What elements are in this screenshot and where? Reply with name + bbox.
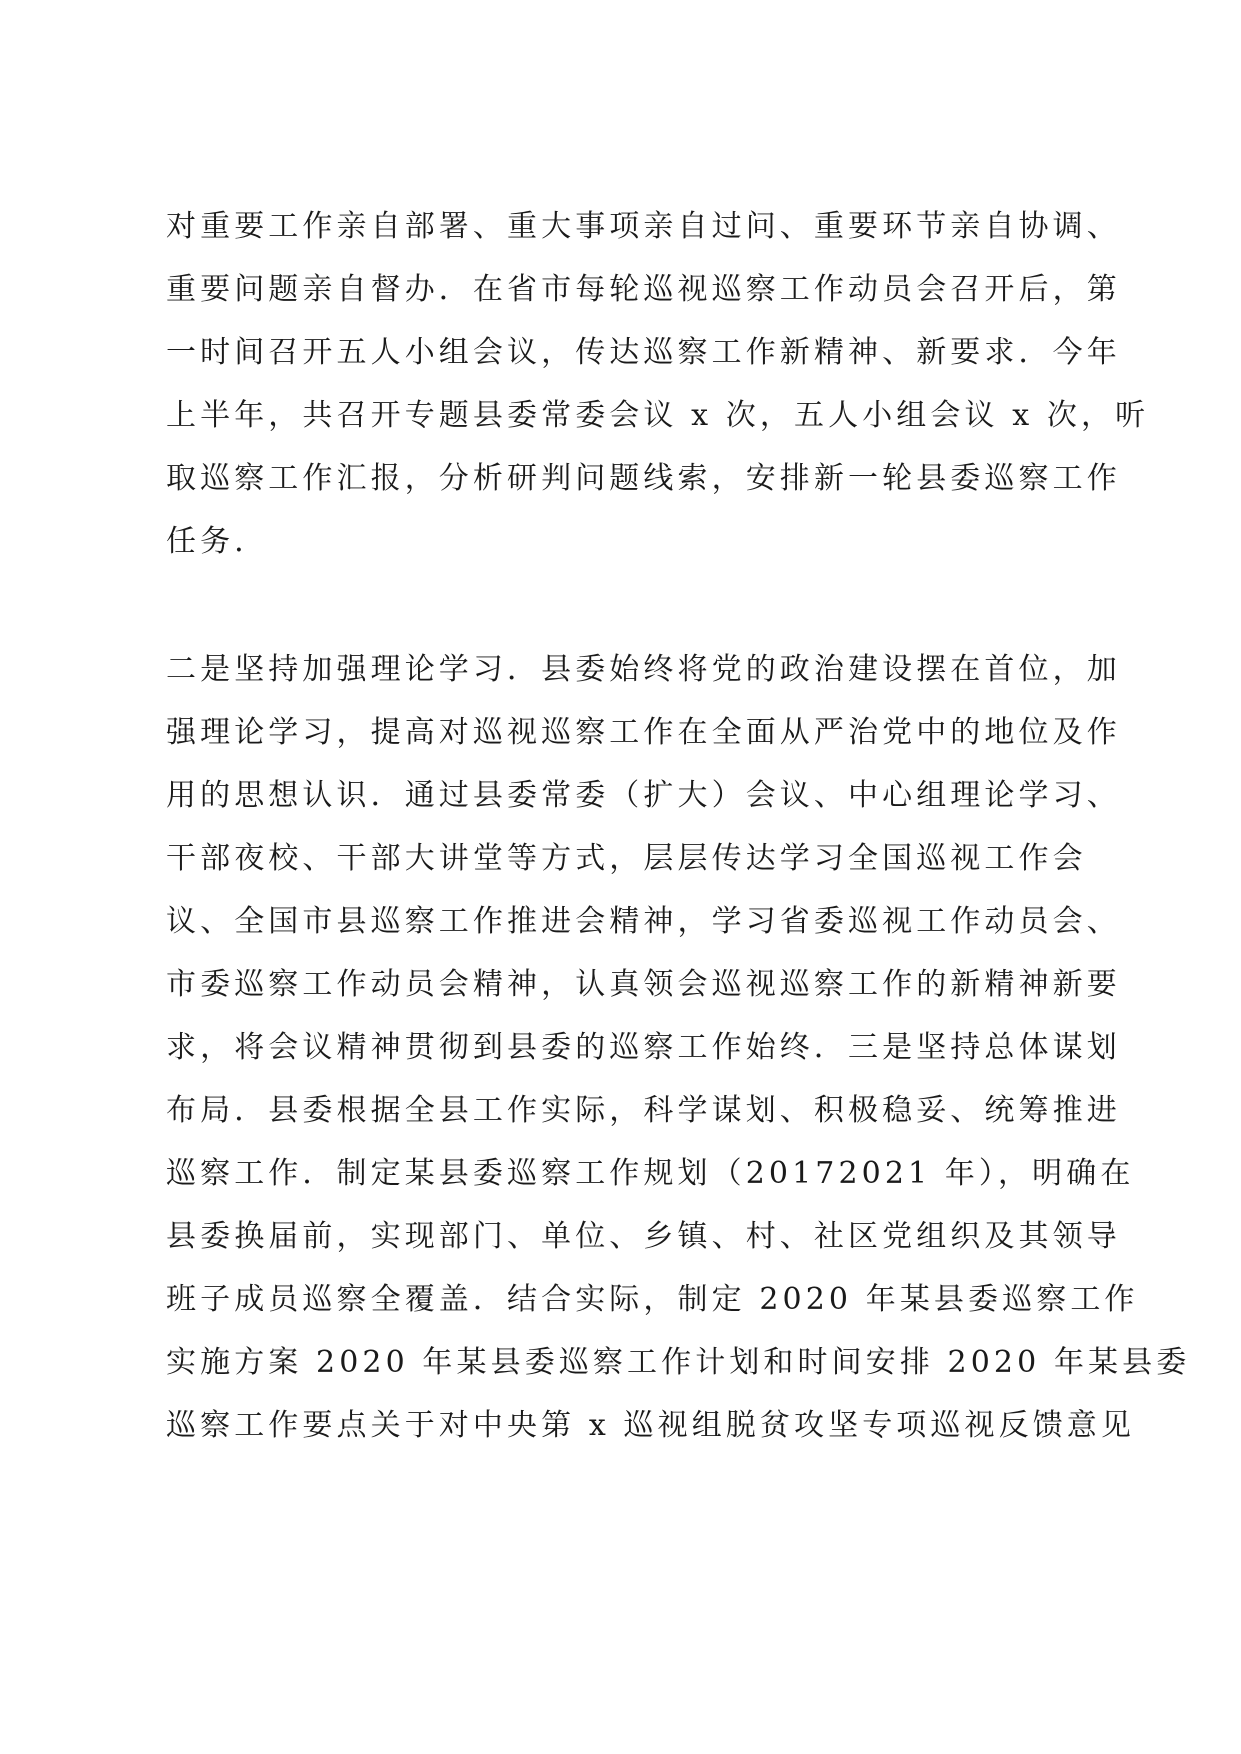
- text-line: 强理论学习，提高对巡视巡察工作在全面从严治党中的地位及作: [166, 715, 1121, 750]
- text-line: 巡察工作要点关于对中央第 x 巡视组脱贫攻坚专项巡视反馈意见: [166, 1408, 1135, 1443]
- text-line: 市委巡察工作动员会精神，认真领会巡视巡察工作的新精神新要: [166, 967, 1121, 1002]
- text-line: 实施方案 2020 年某县委巡察工作计划和时间安排 2020 年某县委: [166, 1345, 1191, 1380]
- text-line: 议、全国市县巡察工作推进会精神，学习省委巡视工作动员会、: [166, 904, 1121, 939]
- text-line: 班子成员巡察全覆盖．结合实际，制定 2020 年某县委巡察工作: [166, 1282, 1139, 1317]
- text-line: 上半年，共召开专题县委常委会议 x 次，五人小组会议 x 次，听: [166, 398, 1150, 433]
- text-line: 用的思想认识．通过县委常委（扩大）会议、中心组理论学习、: [166, 778, 1121, 813]
- text-line: 干部夜校、干部大讲堂等方式，层层传达学习全国巡视工作会: [166, 841, 1087, 876]
- text-line: 任务．: [166, 524, 269, 559]
- text-line: 二是坚持加强理论学习．县委始终将党的政治建设摆在首位，加: [166, 652, 1121, 687]
- text-line: 巡察工作．制定某县委巡察工作规划（20172021 年），明确在: [166, 1156, 1135, 1191]
- text-line: 取巡察工作汇报，分析研判问题线索，安排新一轮县委巡察工作: [166, 461, 1121, 496]
- text-line: 重要问题亲自督办．在省市每轮巡视巡察工作动员会召开后，第: [166, 272, 1121, 307]
- text-line: 一时间召开五人小组会议，传达巡察工作新精神、新要求．今年: [166, 335, 1121, 370]
- text-line: 布局．县委根据全县工作实际，科学谋划、积极稳妥、统筹推进: [166, 1093, 1121, 1128]
- text-line: 县委换届前，实现部门、单位、乡镇、村、社区党组织及其领导: [166, 1219, 1121, 1254]
- text-line: 求，将会议精神贯彻到县委的巡察工作始终．三是坚持总体谋划: [166, 1030, 1121, 1065]
- text-line: 对重要工作亲自部署、重大事项亲自过问、重要环节亲自协调、: [166, 209, 1121, 244]
